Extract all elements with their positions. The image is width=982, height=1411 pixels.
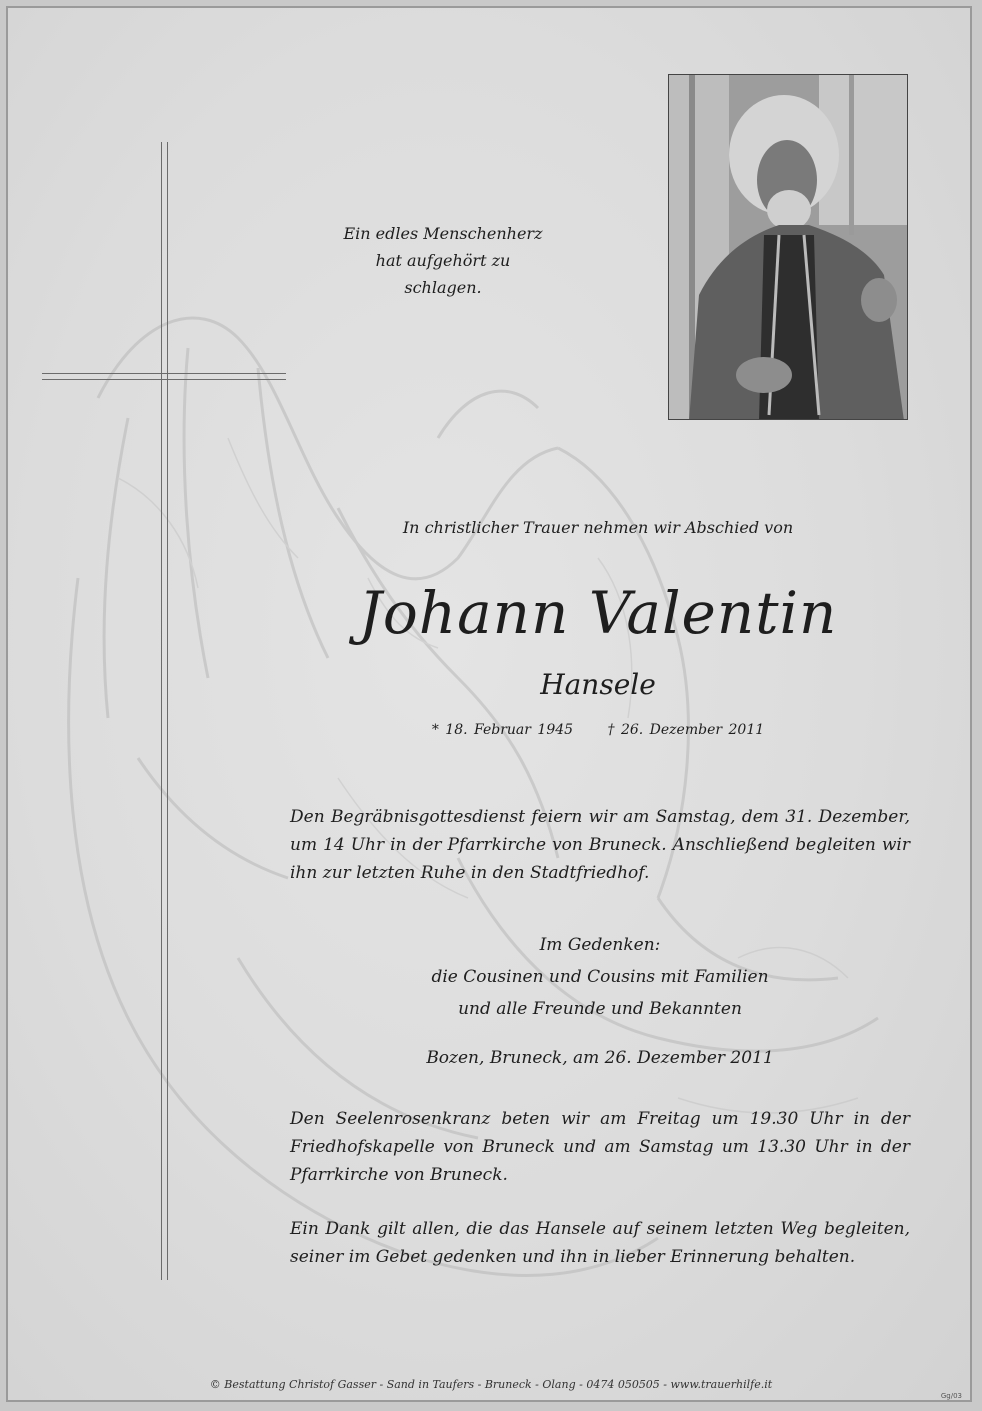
cross-vertical-line [167, 142, 168, 1280]
quote-line: hat aufgehört zu schlagen. [375, 251, 511, 297]
cross-vertical-line [161, 142, 162, 1280]
cross-horizontal-line [42, 373, 286, 374]
memory-heading: Im Gedenken: [539, 935, 661, 955]
rosary-text: Den Seelenrosenkranz beten wir am Freitag um 19.30 Uhr in der Friedhofskapelle von Bruneck und am Samstag um 13.30 Uhr in der Pfarrkirche von Bruneck. [290, 1109, 910, 1185]
mourners-block [290, 929, 910, 1025]
deceased-name: Johann Valentin [358, 579, 838, 647]
death-date: † 26. Dezember 2011 [607, 722, 765, 738]
obituary-card [6, 6, 972, 1402]
place-and-date: Bozen, Bruneck, am 26. Dezember 2011 [426, 1048, 774, 1068]
funeral-service-text: Den Begräbnisgottesdienst feiern wir am Samstag, dem 31. Dezember, um 14 Uhr in der Pfarrkirche von Bruneck. Anschließend begleiten wir ihn zur letzten Ruhe in den Stadtfriedhof. [290, 807, 910, 883]
thanks-text: Ein Dank gilt allen, die das Hansele auf seinem letzten Weg begleiten, seiner im Gebet gedenken und ihn in lieber Erinnerung behalten. [290, 1219, 910, 1267]
portrait-image [669, 75, 908, 420]
funeral-home-footer: © Bestattung Christof Gasser - Sand in Taufers - Bruneck - Olang - 0474 050505 - www.trauerhilfe.it [209, 1378, 773, 1391]
deceased-nickname: Hansele [540, 668, 656, 701]
mourners-line: die Cousinen und Cousins mit Familien [431, 967, 769, 987]
portrait-photo [668, 74, 908, 420]
birth-date: * 18. Februar 1945 [431, 722, 574, 738]
farewell-line: In christlicher Trauer nehmen wir Abschied von [402, 518, 794, 537]
mourners-line: und alle Freunde und Bekannten [458, 999, 742, 1019]
template-code: Gg/03 [940, 1392, 962, 1400]
quote-line: Ein edles Menschenherz [343, 224, 543, 243]
cross-horizontal-line [42, 379, 286, 380]
life-dates [288, 722, 908, 738]
memorial-quote [338, 220, 548, 301]
